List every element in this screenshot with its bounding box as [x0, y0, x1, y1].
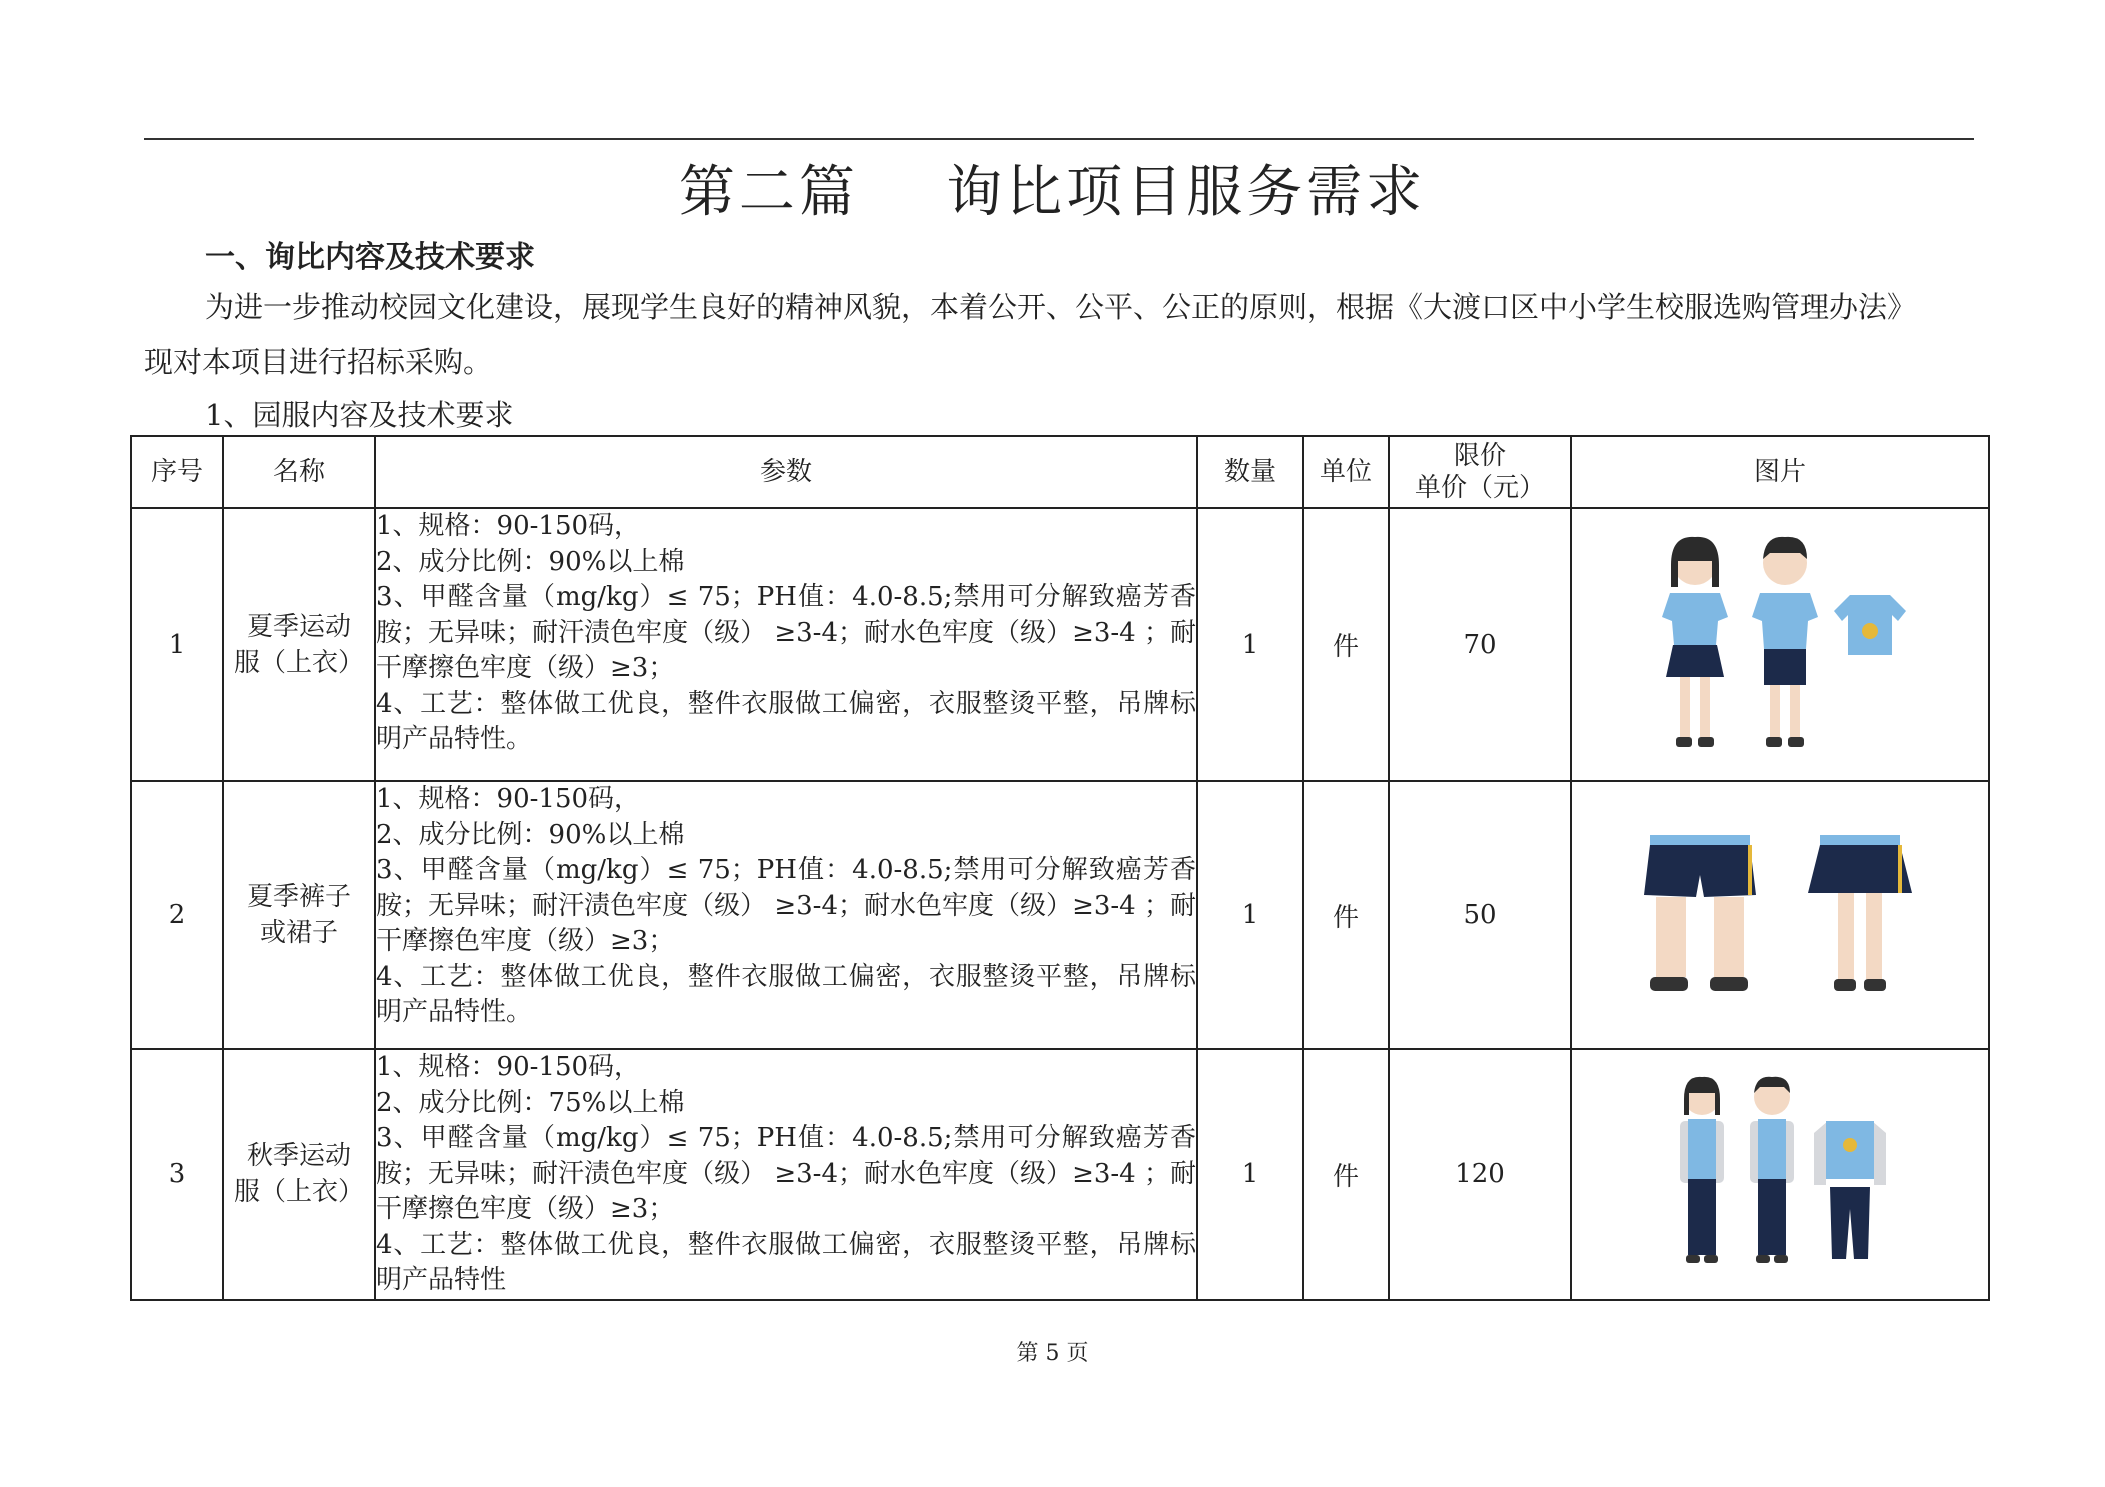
summer-shirt-illustration-icon [1640, 525, 1920, 765]
row-no: 2 [131, 781, 223, 1049]
param-line: 1、规格：90-150码， [376, 511, 641, 541]
row-name [223, 1049, 375, 1300]
header-image: 图片 [1571, 436, 1989, 508]
row-no: 1 [131, 508, 223, 781]
row-name [223, 781, 375, 1049]
param-line: 4、工艺：整体做工优良，整件衣服做工偏密，衣服整烫平整，吊牌标明产品特性 [376, 1229, 1196, 1295]
param-line: 4、工艺：整体做工优良，整件衣服做工偏密，衣服整烫平整，吊牌标明产品特性。 [376, 961, 1196, 1027]
row-qty: 1 [1197, 781, 1303, 1049]
row-params [375, 781, 1197, 1049]
page-number: 第 5 页 [1016, 1341, 1089, 1366]
row-name-line2: 或裙子 [259, 918, 338, 948]
table-row [131, 508, 1989, 781]
header-qty: 数量 [1197, 436, 1303, 508]
header-price [1389, 436, 1571, 508]
row-name-line1: 夏季裤子 [246, 882, 351, 912]
param-line: 3、甲醛含量（mg/kg）≤ 75；PH值：4.0-8.5;禁用可分解致癌芳香胺；无异味；耐汗渍色牢度（级） ≥3-4；耐水色牢度（级）≥3-4 ；耐干摩擦色牢度（级）≥3； [376, 1123, 1196, 1224]
header-price-line2: 单价（元） [1414, 473, 1545, 503]
intro-paragraph-line1: 为进一步推动校园文化建设，展现学生良好的精神风貌，本着公开、公平、公正的原则，根据《大渡口区中小学生校服选购管理办法》 [205, 290, 1917, 324]
row-image [1571, 781, 1989, 1049]
intro-paragraph-line2: 现对本项目进行招标采购。 [144, 345, 493, 379]
row-image [1571, 508, 1989, 781]
table-row [131, 781, 1989, 1049]
row-image [1571, 1049, 1989, 1300]
row-params [375, 1049, 1197, 1300]
row-price: 120 [1389, 1049, 1571, 1300]
param-line: 2、成分比例：90%以上棉 [376, 546, 685, 577]
table-header-row [131, 436, 1989, 508]
row-no: 3 [131, 1049, 223, 1300]
param-line: 4、工艺：整体做工优良，整件衣服做工偏密，衣服整烫平整，吊牌标明产品特性。 [376, 688, 1196, 754]
row-name-line2: 服（上衣） [233, 647, 364, 678]
page-title: 第二篇 询比项目服务需求 [678, 160, 1427, 225]
row-name-line2: 服（上衣） [233, 1177, 364, 1208]
summer-shorts-skirt-illustration-icon [1630, 815, 1930, 1015]
param-line: 3、甲醛含量（mg/kg）≤ 75；PH值：4.0-8.5;禁用可分解致癌芳香胺；无异味；耐汗渍色牢度（级） ≥3-4；耐水色牢度（级）≥3-4 ；耐干摩擦色牢度（级）≥3； [376, 855, 1196, 956]
sub-heading: 1、园服内容及技术要求 [205, 398, 514, 432]
param-line: 2、成分比例：90%以上棉 [376, 819, 685, 850]
row-qty: 1 [1197, 1049, 1303, 1300]
header-name: 名称 [223, 436, 375, 508]
header-rule [144, 138, 1974, 140]
row-name-line1: 秋季运动 [246, 1141, 351, 1172]
param-line: 1、规格：90-150码， [376, 784, 641, 814]
row-name [223, 508, 375, 781]
row-unit: 件 [1303, 508, 1389, 781]
row-params [375, 508, 1197, 781]
param-line: 3、甲醛含量（mg/kg）≤ 75；PH值：4.0-8.5;禁用可分解致癌芳香胺；无异味；耐汗渍色牢度（级） ≥3-4；耐水色牢度（级）≥3-4 ；耐干摩擦色牢度（级）≥3； [376, 582, 1196, 683]
row-unit: 件 [1303, 1049, 1389, 1300]
uniform-requirements-table [130, 435, 1990, 1301]
header-no: 序号 [131, 436, 223, 508]
header-params: 参数 [375, 436, 1197, 508]
header-unit: 单位 [1303, 436, 1389, 508]
row-qty: 1 [1197, 508, 1303, 781]
row-unit: 件 [1303, 781, 1389, 1049]
param-line: 2、成分比例：75%以上棉 [376, 1087, 685, 1118]
section-heading: 一、询比内容及技术要求 [205, 240, 535, 275]
row-price: 50 [1389, 781, 1571, 1049]
autumn-jacket-illustration-icon [1660, 1069, 1900, 1279]
header-price-line1: 限价 [1453, 441, 1506, 471]
row-name-line1: 夏季运动 [246, 611, 351, 642]
param-line: 1、规格：90-150码， [376, 1052, 641, 1082]
row-price: 70 [1389, 508, 1571, 781]
table-row [131, 1049, 1989, 1300]
